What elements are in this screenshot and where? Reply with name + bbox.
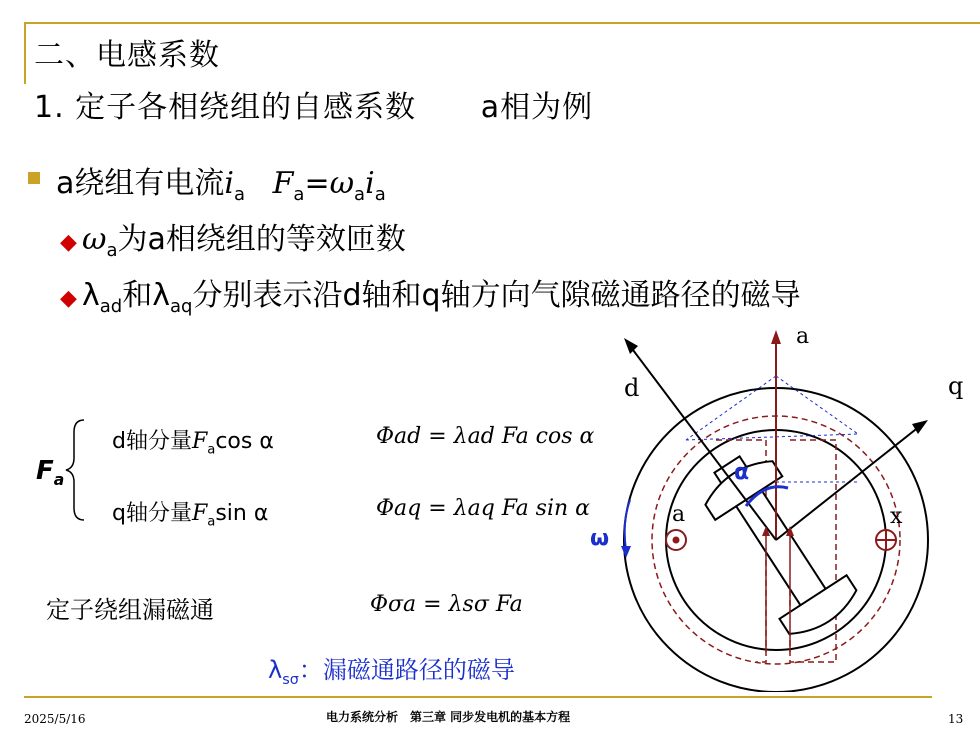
coil-x-label: x (890, 504, 903, 529)
omega-symbol-3: ω (82, 222, 107, 257)
q-component-sub: a (207, 514, 216, 530)
axis-q-label: q (948, 372, 964, 400)
title-rule-left (24, 22, 26, 84)
q-component-f: F (191, 501, 208, 526)
bullet-square-icon (28, 172, 40, 184)
footer-page-number: 13 (948, 712, 964, 726)
subsection-note: a相为例 (480, 90, 594, 125)
omega-symbol: ω (329, 166, 355, 201)
phi-ad-formula: Φad = λad Fa cos α (376, 424, 595, 449)
current-sub: a (234, 184, 246, 205)
leakage-note-lambda: λ (268, 656, 283, 684)
d-component-sub: a (207, 442, 216, 458)
bullet-current (56, 158, 386, 205)
q-component (112, 496, 268, 529)
diamond-bullet-icon: ◆ (60, 230, 77, 255)
coil-a-label: a (672, 502, 686, 527)
rotor (693, 443, 862, 643)
leakage-formula: Φσa = λsσ Fa (370, 592, 523, 617)
coil-a-dot-center (673, 537, 680, 544)
omega-arrow-head-icon (621, 546, 631, 558)
d-axis-arrow-icon (624, 338, 638, 354)
d-axis-line (630, 346, 776, 540)
mmf-symbol: F (272, 166, 294, 201)
lambda-symbol: λ (82, 278, 100, 313)
fa-label-sub: a (53, 471, 65, 490)
leakage-note-text: ：漏磁通路径的磁导 (298, 656, 515, 684)
axis-d-label: d (624, 374, 640, 402)
footer-title: 电力系统分析 第三章 同步发电机的基本方程 (326, 710, 571, 724)
subsection-title (34, 82, 593, 126)
omega-sub-3: a (106, 240, 118, 261)
leakage-label: 定子绕组漏磁通 (46, 596, 214, 624)
sub-bullet-permeance-text: 分别表示沿d轴和q轴方向气隙磁通路径的磁导 (192, 278, 801, 313)
current-symbol: i (224, 166, 234, 201)
sub-bullet-turns (60, 214, 406, 261)
sub-bullet-permeance (60, 270, 801, 317)
mmf-sub: a (293, 184, 305, 205)
footer-date: 2025/5/16 (24, 712, 86, 726)
alpha-label: α (734, 460, 750, 485)
machine-diagram (596, 322, 980, 692)
omega-label: ω (590, 526, 610, 551)
q-component-tail: sin α (215, 501, 269, 526)
d-component-text: d轴分量 (112, 429, 192, 454)
a-axis-arrow-icon (771, 330, 781, 344)
sub-bullet-turns-text: 为a相绕组的等效匝数 (117, 222, 406, 257)
left-brace-icon (64, 418, 88, 522)
diamond-bullet-icon-2: ◆ (60, 286, 77, 311)
fa-label (36, 456, 64, 489)
q-component-text: q轴分量 (112, 501, 192, 526)
q-axis-arrow-icon (912, 420, 928, 434)
lambda-sub-ad: ad (99, 296, 123, 317)
title-rule-top (24, 22, 980, 24)
leakage-note-sub: sσ (282, 671, 299, 688)
omega-arrow (625, 500, 630, 550)
bullet-current-text: a绕组有电流 (56, 166, 225, 201)
d-component-f: F (191, 429, 208, 454)
axis-a-label: a (796, 324, 810, 349)
d-component (112, 424, 274, 457)
omega-sub: a (354, 184, 366, 205)
equals-sign: = (304, 166, 330, 201)
fa-label-f: F (36, 456, 54, 486)
lambda-sub-aq: aq (170, 296, 193, 317)
d-component-tail: cos α (215, 429, 274, 454)
projection-base-line (686, 434, 858, 440)
subsection-title-text: 1. 定子各相绕组的自感系数 (34, 90, 417, 125)
current-symbol-2: i (365, 166, 375, 201)
lambda-and: 和λ (122, 278, 171, 313)
footer-rule (24, 696, 932, 698)
current-sub-2: a (374, 184, 386, 205)
section-title: 二、电感系数 (34, 38, 220, 73)
phi-aq-formula: Φaq = λaq Fa sin α (376, 496, 591, 521)
leakage-note (268, 650, 515, 688)
